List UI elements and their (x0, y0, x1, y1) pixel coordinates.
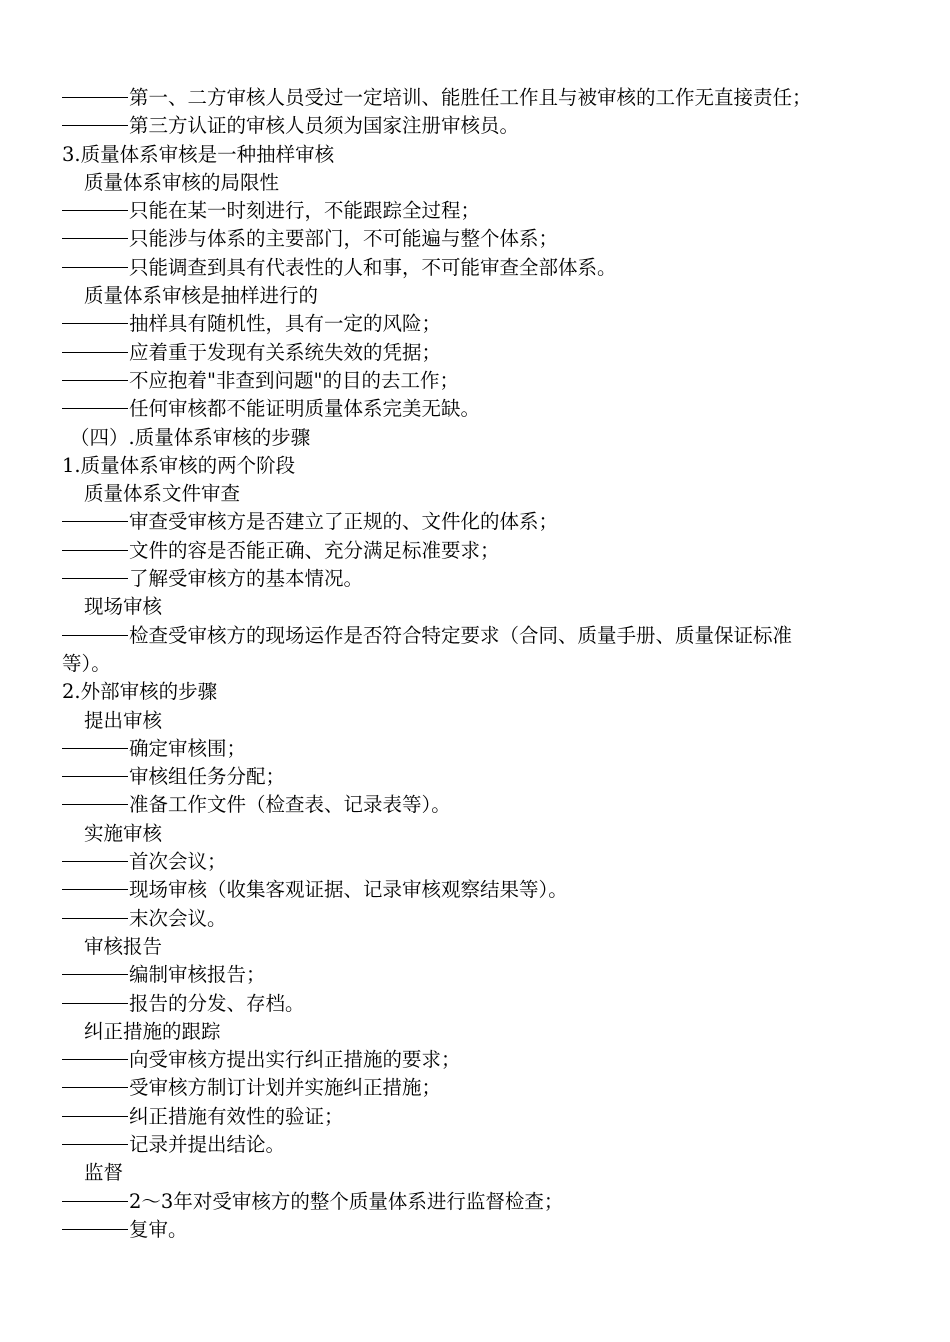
line-text: 等）。 (62, 651, 111, 675)
em-dash-rule (62, 918, 128, 919)
subheading-line (62, 282, 892, 310)
bullet-line (62, 1074, 892, 1102)
subheading-line (62, 1018, 892, 1046)
em-dash-rule (62, 238, 128, 239)
em-dash-rule (62, 974, 128, 975)
em-dash-rule (62, 1144, 128, 1145)
line-text: 任何审核都不能证明质量体系完美无缺。 (129, 397, 481, 421)
line-text: 了解受审核方的基本情况。 (129, 567, 364, 591)
line-text: 纠正措施有效性的验证； (129, 1104, 344, 1128)
line-text: 应着重于发现有关系统失效的凭据； (129, 340, 442, 364)
em-dash-rule (62, 1003, 128, 1004)
em-dash-rule (62, 804, 128, 805)
em-dash-rule (62, 1087, 128, 1088)
line-text: 只能涉与体系的主要部门，不可能遍与整个体系； (129, 227, 559, 251)
em-dash-rule (62, 380, 128, 381)
bullet-line (62, 905, 892, 933)
line-text: 抽样具有随机性，具有一定的风险； (129, 312, 442, 336)
em-dash-rule (62, 1116, 128, 1117)
line-text: 审核组任务分配； (129, 765, 286, 789)
bullet-line (62, 1131, 892, 1159)
line-text: 检查受审核方的现场运作是否符合特定要求（合同、质量手册、质量保证标准 (129, 623, 793, 647)
bullet-line (62, 1103, 892, 1131)
heading-line (62, 141, 892, 169)
bullet-line (62, 961, 892, 989)
bullet-line (62, 763, 892, 791)
line-text: 第三方认证的审核人员须为国家注册审核员。 (129, 114, 520, 138)
bullet-line (62, 537, 892, 565)
em-dash-rule (62, 267, 128, 268)
bullet-line (62, 1188, 892, 1216)
bullet-line (62, 735, 892, 763)
bullet-line (62, 876, 892, 904)
em-dash-rule (62, 1201, 128, 1202)
bullet-line (62, 1216, 892, 1244)
em-dash-rule (62, 776, 128, 777)
line-text: 不应抱着"非查到问题"的目的去工作； (129, 368, 459, 392)
heading-line (62, 452, 892, 480)
line-text: 确定审核围； (129, 736, 247, 760)
line-text: 文件的容是否能正确、充分满足标准要求； (129, 538, 500, 562)
bullet-line (62, 622, 892, 650)
subheading-line (62, 707, 892, 735)
line-text: 纠正措施的跟踪 (84, 1019, 221, 1043)
line-text: 质量体系文件审查 (84, 482, 241, 506)
em-dash-rule (62, 125, 128, 126)
bullet-line (62, 848, 892, 876)
line-text: 复审。 (129, 1217, 188, 1241)
line-text: 质量体系审核的局限性 (84, 170, 280, 194)
line-text: 末次会议。 (129, 906, 227, 930)
bullet-line (62, 254, 892, 282)
bullet-line (62, 197, 892, 225)
bullet-line (62, 1046, 892, 1074)
bullet-line (62, 367, 892, 395)
line-text: 记录并提出结论。 (129, 1132, 286, 1156)
line-text: 首次会议； (129, 850, 227, 874)
line-text: 提出审核 (84, 708, 163, 732)
heading-line (62, 678, 892, 706)
subheading-line (62, 480, 892, 508)
em-dash-rule (62, 550, 128, 551)
em-dash-rule (62, 748, 128, 749)
em-dash-rule (62, 323, 128, 324)
line-text: 3.质量体系审核是一种抽样审核 (62, 142, 335, 166)
line-text: 监督 (84, 1161, 124, 1185)
line-text: （四）.质量体系审核的步骤 (70, 425, 311, 449)
bullet-line (62, 84, 892, 112)
em-dash-rule (62, 408, 128, 409)
line-text: 现场审核（收集客观证据、记录审核观察结果等）。 (129, 878, 568, 902)
subheading-line (62, 593, 892, 621)
em-dash-rule (62, 521, 128, 522)
bullet-line (62, 508, 892, 536)
line-text: 质量体系审核是抽样进行的 (84, 284, 319, 308)
em-dash-rule (62, 635, 128, 636)
line-text: 2～3年对受审核方的整个质量体系进行监督检查； (129, 1189, 564, 1213)
bullet-line (62, 990, 892, 1018)
bullet-line (62, 565, 892, 593)
bullet-line (62, 791, 892, 819)
bullet-line (62, 225, 892, 253)
em-dash-rule (62, 889, 128, 890)
line-text: 报告的分发、存档。 (129, 991, 305, 1015)
em-dash-rule (62, 578, 128, 579)
em-dash-rule (62, 1229, 128, 1230)
continuation-line (62, 650, 892, 678)
subheading-line (62, 169, 892, 197)
bullet-line (62, 395, 892, 423)
subheading-line (62, 820, 892, 848)
line-text: 准备工作文件（检查表、记录表等）。 (129, 793, 451, 817)
em-dash-rule (62, 352, 128, 353)
line-text: 受审核方制订计划并实施纠正措施； (129, 1076, 442, 1100)
em-dash-rule (62, 210, 128, 211)
line-text: 审查受审核方是否建立了正规的、文件化的体系； (129, 510, 559, 534)
line-text: 第一、二方审核人员受过一定培训、能胜任工作且与被审核的工作无直接责任； (129, 86, 812, 109)
subheading-line (62, 933, 892, 961)
line-text: 审核报告 (84, 934, 163, 958)
bullet-line (62, 339, 892, 367)
em-dash-rule (62, 97, 128, 98)
section-heading-line (62, 424, 892, 452)
line-text: 编制审核报告； (129, 963, 266, 987)
line-text: 只能调查到具有代表性的人和事，不可能审查全部体系。 (129, 255, 617, 279)
line-text: 2.外部审核的步骤 (62, 680, 218, 704)
line-text: 1.质量体系审核的两个阶段 (62, 453, 296, 477)
em-dash-rule (62, 861, 128, 862)
bullet-line (62, 310, 892, 338)
document-page (62, 84, 892, 1244)
line-text: 实施审核 (84, 821, 163, 845)
line-text: 向受审核方提出实行纠正措施的要求； (129, 1048, 461, 1072)
bullet-line (62, 112, 892, 140)
line-text: 现场审核 (84, 595, 163, 619)
line-text: 只能在某一时刻进行，不能跟踪全过程； (129, 199, 481, 223)
subheading-line (62, 1159, 892, 1187)
em-dash-rule (62, 1059, 128, 1060)
